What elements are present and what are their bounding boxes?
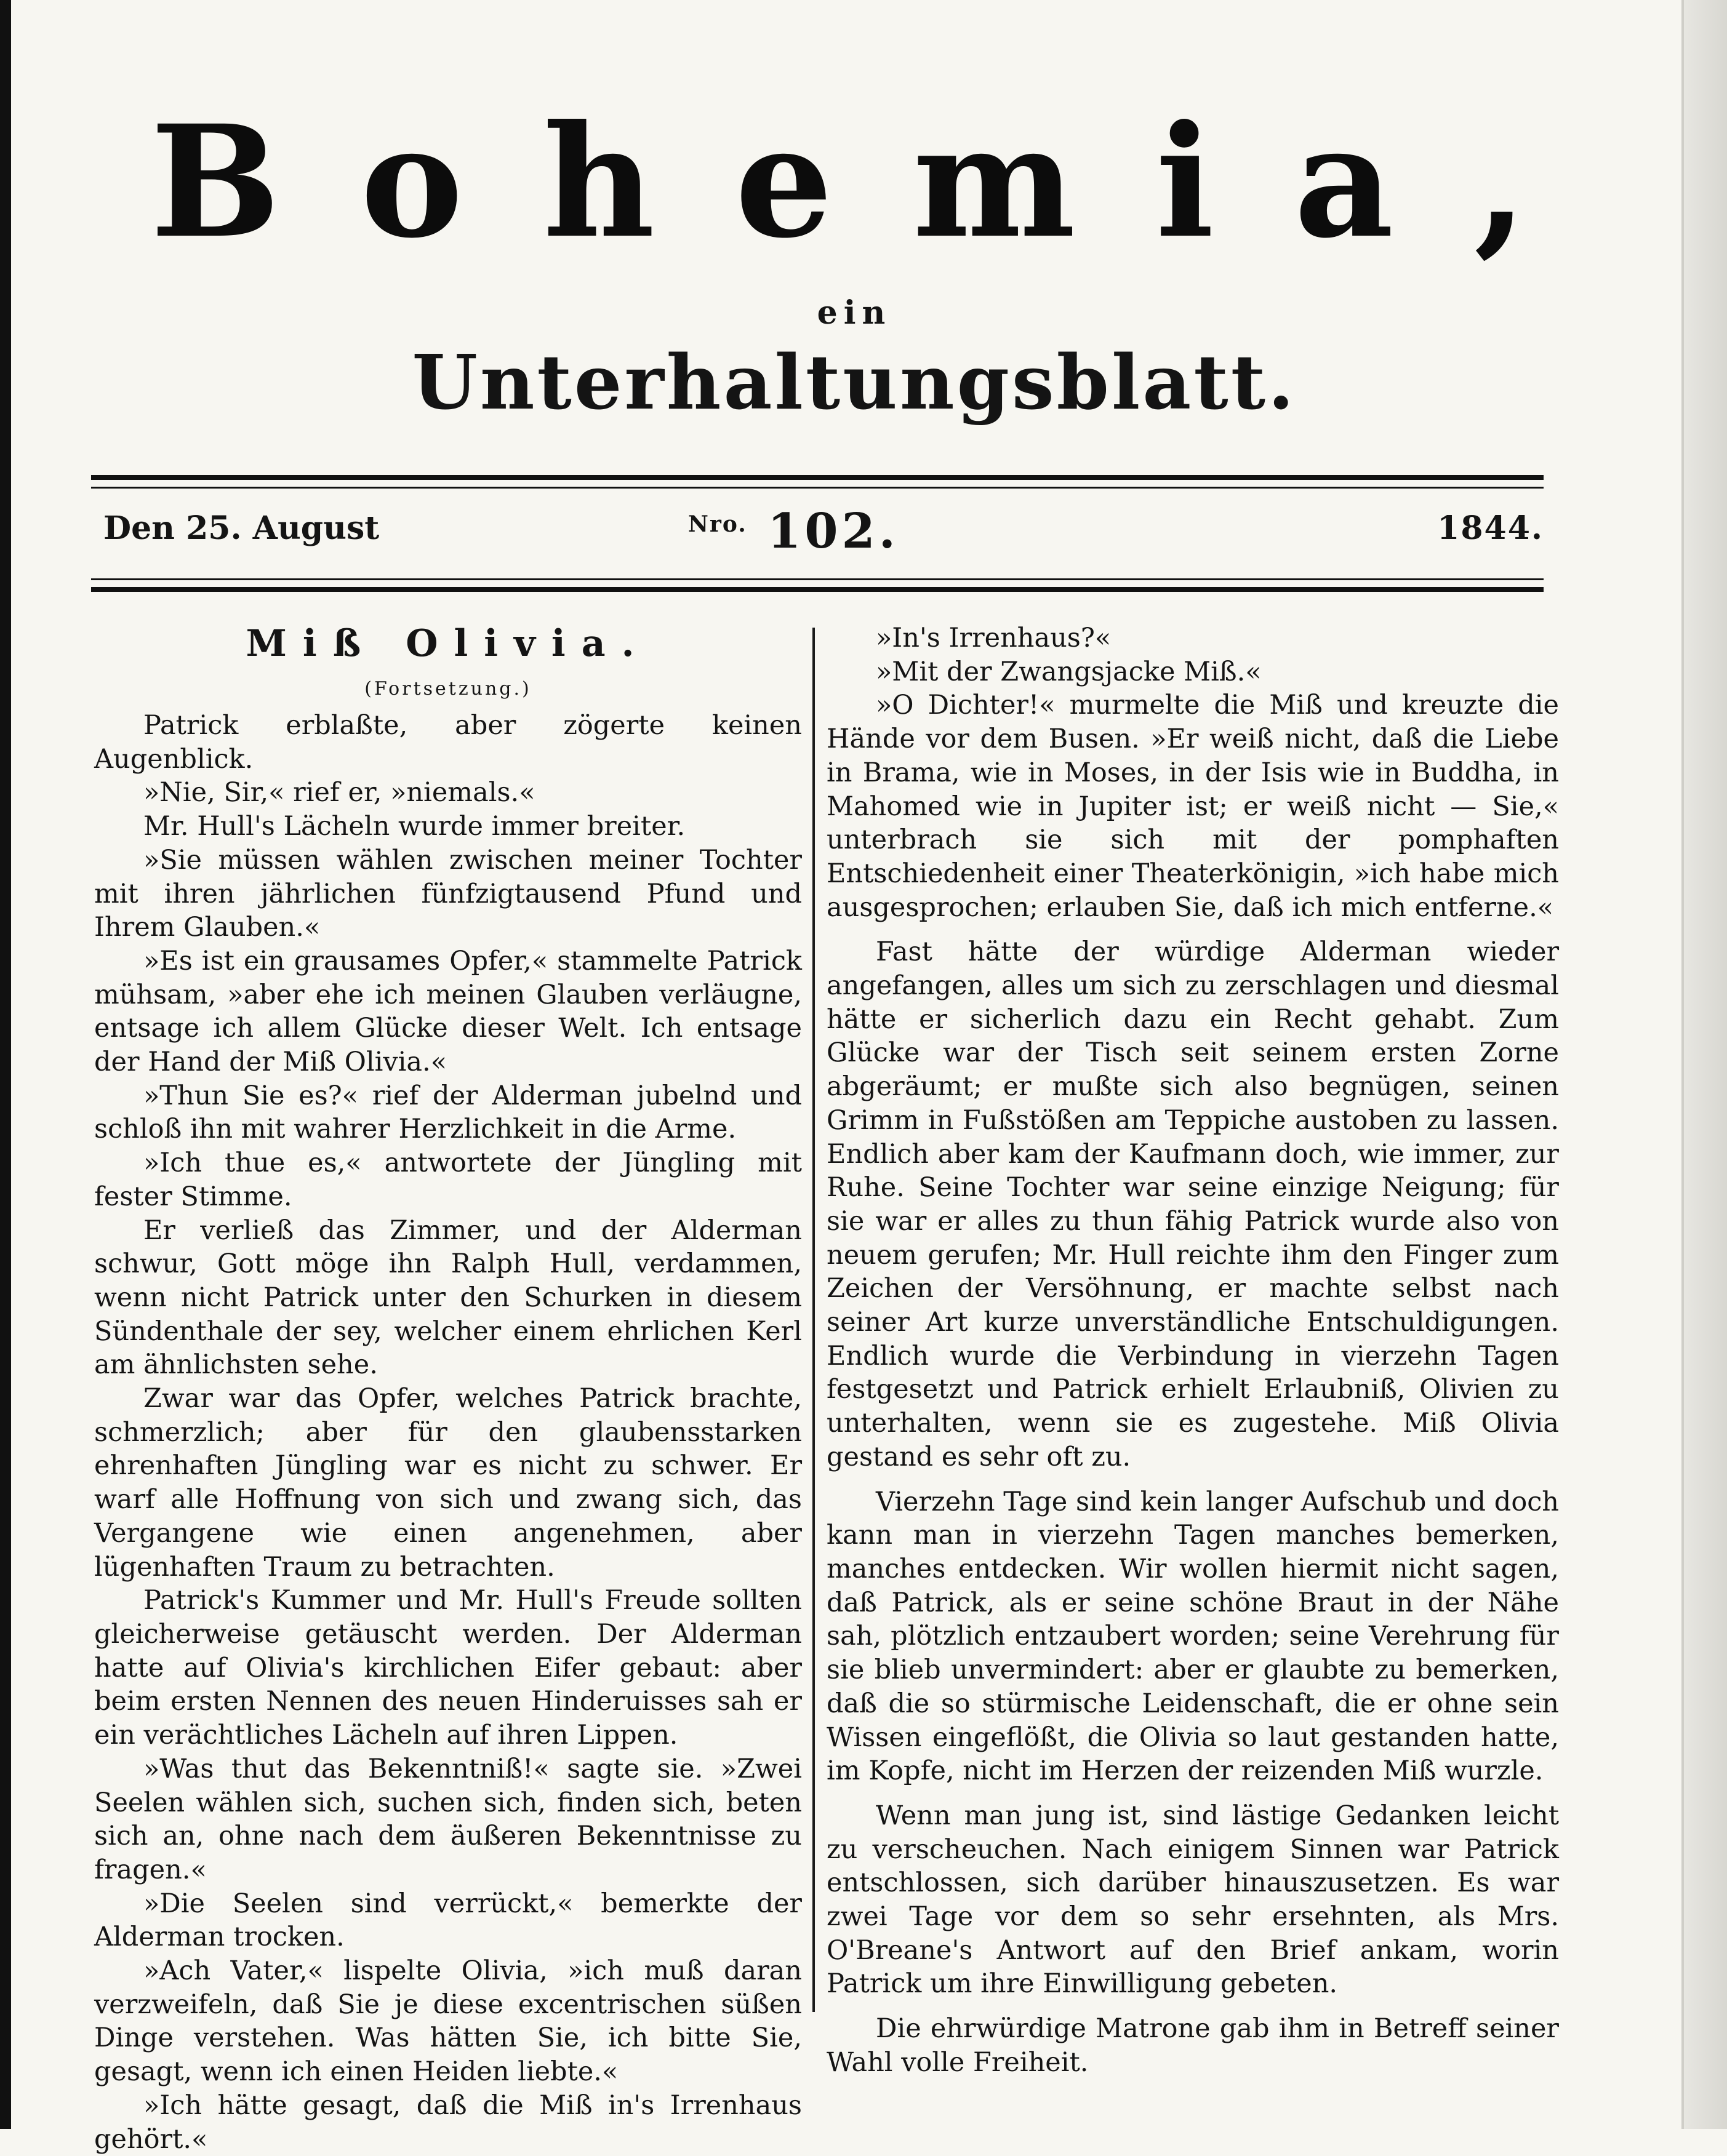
masthead-title: Bohemia,: [150, 91, 1608, 272]
column-right: [827, 621, 1559, 2080]
paragraph: Die ehrwürdige Matrone gab ihm in Betreff seiner Wahl volle Freiheit.: [827, 2013, 1559, 2078]
issue-number: [688, 503, 899, 559]
paragraph: »Es ist ein grausames Opfer,« stammelte Patrick mühsam, »aber ehe ich meinen Glauben verläugne, entsage ich allem Glücke dieser Welt. Ich entsage der Hand der Miß Olivia.«: [94, 945, 802, 1078]
paragraph: »Nie, Sir,« rief er, »niemals.«: [143, 777, 535, 808]
issue-year: 1844.: [1437, 509, 1544, 547]
paragraph: »O Dichter!« murmelte die Miß und kreuzte die Hände vor dem Busen. »Er weiß nicht, daß die Liebe in Brama, wie in Moses, in der Isis wie in Buddha, in Mahomed wie in Jupiter ist; er weiß nicht — Sie,« unterbrach sie sich mit der pomphaften Entschiedenheit einer Theaterkönigin, »ich habe mich ausgesprochen; erlauben Sie, daß ich mich entferne.«: [827, 690, 1559, 923]
paragraph: »In's Irrenhaus?«: [876, 623, 1112, 653]
paragraph: »Thun Sie es?« rief der Alderman jubelnd und schloß ihn mit wahrer Herzlichkeit in die Arme.: [94, 1080, 802, 1145]
left-paragraphs: [94, 709, 802, 2156]
paragraph: Vierzehn Tage sind kein langer Aufschub und doch kann man in vierzehn Tagen manches bemerken, manches entdecken. Wir wollen hiermit nicht sagen, daß Patrick, als er seine schöne Braut in der Nähe sah, plötzlich entzaubert worden; seine Verehrung für sie blieb unvermindert: aber er glaubte zu bemerken, daß die so stürmische Leidenschaft, die er ohne sein Wissen eingeflößt, die Olivia so laut gestanden hatte, im Kopfe, nicht im Herzen der reizenden Miß wurzle.: [827, 1486, 1559, 1787]
paragraph: Fast hätte der würdige Alderman wieder angefangen, alles um sich zu zerschlagen und diesmal hätte er sicherlich dazu ein Recht gehabt. Zum Glücke war der Tisch seit seinem ersten Zorne abgeräumt; er mußte sich also begnügen, seinen Grimm in Fußstößen am Teppiche austoben zu lassen. Endlich aber kam der Kaufmann doch, wie immer, zur Ruhe. Seine Tochter war seine einzige Neigung; für sie war er alles zu thun fähig Patrick wurde also von neuem gerufen; Mr. Hull reichte ihm den Finger zum Zeichen der Versöhnung, er machte selbst nach seiner Art kurze unverständliche Entschuldigungen. Endlich wurde die Verbindung in vierzehn Tagen festgesetzt und Patrick erhielt Erlaubniß, Olivien zu unterhalten, wenn sie es zugestehe. Miß Olivia gestand es sehr oft zu.: [827, 936, 1559, 1472]
paragraph: Patrick's Kummer und Mr. Hull's Freude sollten gleicherweise getäuscht werden. Der Alderman hatte auf Olivia's kirchlichen Eifer gebaut: aber beim ersten Nennen des neuen Hinderuisses sah er ein verächtliches Lächeln auf ihren Lippen.: [94, 1585, 802, 1751]
masthead-subtitle: Unterhaltungsblatt.: [412, 338, 1297, 426]
double-rule-top: [91, 475, 1544, 489]
paragraph: Er verließ das Zimmer, und der Alderman schwur, Gott möge ihn Ralph Hull, verdammen, wenn nicht Patrick unter den Schurken in diesem Sündenthale der sey, welcher einem ehrlichen Kerl am ähnlichsten sehe.: [94, 1215, 802, 1381]
issue-date: Den 25. August: [103, 509, 380, 547]
story-title: Miß Olivia.: [246, 622, 651, 665]
paragraph: »Ich thue es,« antwortete der Jüngling mit fester Stimme.: [94, 1148, 802, 1212]
paragraph: »Sie müssen wählen zwischen meiner Tochter mit ihren jährlichen fünfzigtausend Pfund und Ihrem Glauben.«: [94, 844, 802, 943]
column-left: [94, 621, 802, 2156]
story-continuation: (Fortsetzung.): [364, 678, 532, 700]
paragraph: »Was thut das Bekenntniß!« sagte sie. »Zwei Seelen wählen sich, suchen sich, finden sich, beten sich an, ohne nach dem äußeren Bekenntnisse zu fragen.«: [94, 1753, 802, 1885]
paragraph: Mr. Hull's Lächeln wurde immer breiter.: [143, 811, 686, 842]
paragraph: »Die Seelen sind verrückt,« bemerkte der Alderman trocken.: [94, 1888, 802, 1953]
issue-number-prefix: Nro.: [688, 511, 747, 537]
paragraph: »Ich hätte gesagt, daß die Miß in's Irrenhaus gehört.«: [94, 2090, 802, 2155]
masthead-subtitle-small: ein: [817, 294, 892, 332]
paragraph: Zwar war das Opfer, welches Patrick brachte, schmerzlich; aber für den glaubensstarken ehrenhaften Jüngling war es nicht zu schwer. Er warf alle Hoffnung von sich und zwang sich, das Vergangene wie einen angenehmen, aber lügenhaften Traum zu betrachten.: [94, 1383, 802, 1583]
paragraph: »Ach Vater,« lispelte Olivia, »ich muß daran verzweifeln, daß Sie je diese excentrischen süßen Dinge verstehen. Was hätten Sie, ich bitte Sie, gesagt, wenn ich einen Heiden liebte.«: [94, 1955, 802, 2088]
paragraph: Wenn man jung ist, sind lästige Gedanken leicht zu verscheuchen. Nach einigem Sinnen war Patrick entschlossen, sich darüber hinauszusetzen. Es war zwei Tage vor dem so sehr ersehnten, als Mrs. O'Breane's Antwort auf den Brief ankam, worin Patrick um ihre Einwilligung gebeten.: [827, 1800, 1559, 2000]
paragraph: »Mit der Zwangsjacke Miß.«: [876, 656, 1262, 687]
right-paragraphs: [827, 621, 1559, 2080]
column-divider: [812, 628, 815, 2012]
issue-number-value: 102.: [767, 503, 899, 559]
scan-edge-left: [0, 0, 11, 2129]
newspaper-page: [11, 0, 1684, 2155]
double-rule-bottom: [91, 578, 1544, 592]
dateline: [91, 503, 1544, 565]
paragraph: Patrick erblaßte, aber zögerte keinen Augenblick.: [94, 710, 802, 775]
